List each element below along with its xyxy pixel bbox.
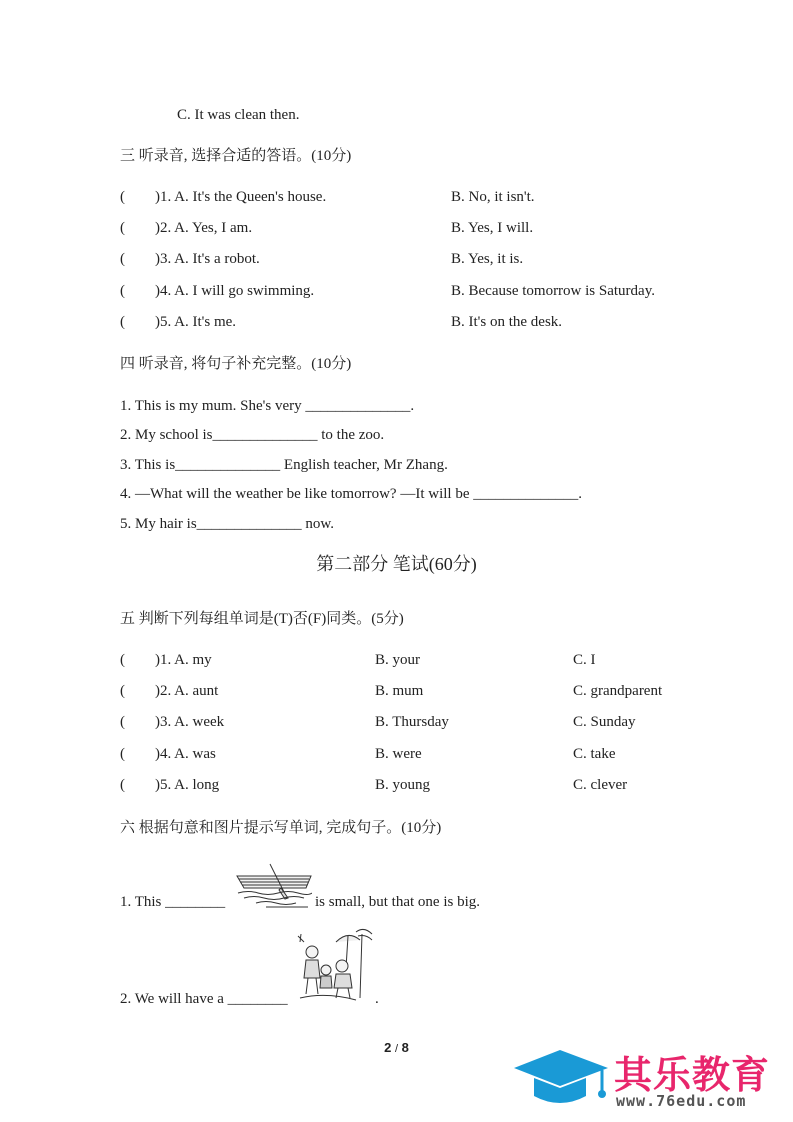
picnic-picture xyxy=(296,928,374,1002)
list-item: ( )4. A. I will go swimming. xyxy=(120,283,315,299)
list-item: 4. —What will the weather be like tomorrow? —It will be ______________. xyxy=(120,486,582,502)
edu-logo xyxy=(510,1040,793,1122)
list-item: ( )4. A. was xyxy=(120,746,216,762)
section5-title: 五 判断下列每组单词是(T)否(F)同类。(5分) xyxy=(120,611,404,627)
section3-title: 三 听录音, 选择合适的答语。(10分) xyxy=(120,148,352,164)
list-item: 5. My hair is______________ now. xyxy=(120,516,335,532)
list-item: ( )1. A. my xyxy=(120,652,212,668)
list-item-option-b: B. were xyxy=(375,746,422,762)
list-item-option-c: C. clever xyxy=(573,777,628,793)
page-total: 8 xyxy=(401,1040,409,1055)
list-item: 3. This is______________ English teacher, Mr Zhang. xyxy=(120,457,448,473)
list-item: ( )2. A. aunt xyxy=(120,683,219,699)
boat-picture xyxy=(236,862,312,910)
question2-after: . xyxy=(375,991,379,1007)
list-item-option-b: B. mum xyxy=(375,683,424,699)
list-item: ( )5. A. It's me. xyxy=(120,314,237,330)
list-item: 1. This is my mum. She's very ______________. xyxy=(120,398,415,414)
list-item-option-c: C. grandparent xyxy=(573,683,663,699)
list-item-option-b: B. Thursday xyxy=(375,714,449,730)
list-item-option-b: B. Yes, it is. xyxy=(451,251,524,267)
logo-url: www.76edu.com xyxy=(616,1092,747,1110)
list-item-option-b: B. It's on the desk. xyxy=(451,314,563,330)
logo-brand: 其乐教育 xyxy=(614,1053,771,1097)
section4-title: 四 听录音, 将句子补充完整。(10分) xyxy=(120,356,352,372)
part2-title: 第二部分 笔试(60分) xyxy=(316,554,477,574)
list-item: ( )5. A. long xyxy=(120,777,220,793)
list-item: ( )2. A. Yes, I am. xyxy=(120,220,253,236)
graduation-cap-icon xyxy=(510,1046,614,1116)
list-item-option-c: C. I xyxy=(573,652,596,668)
list-item-option-b: B. your xyxy=(375,652,420,668)
question1-after: is small, but that one is big. xyxy=(315,894,480,910)
section6-title: 六 根据句意和图片提示写单词, 完成句子。(10分) xyxy=(120,820,442,836)
page-separator: / xyxy=(394,1043,399,1055)
list-item-option-b: B. Because tomorrow is Saturday. xyxy=(451,283,655,299)
prev-option-c: C. It was clean then. xyxy=(177,107,300,123)
list-item-option-c: C. take xyxy=(573,746,616,762)
list-item-option-c: C. Sunday xyxy=(573,714,636,730)
list-item: ( )3. A. It's a robot. xyxy=(120,251,260,267)
list-item: ( )3. A. week xyxy=(120,714,225,730)
question2-before: 2. We will have a ________ xyxy=(120,991,288,1007)
list-item-option-b: B. young xyxy=(375,777,431,793)
list-item-option-b: B. No, it isn't. xyxy=(451,189,535,205)
list-item: 2. My school is______________ to the zoo. xyxy=(120,427,385,443)
list-item-option-b: B. Yes, I will. xyxy=(451,220,534,236)
question1-before: 1. This ________ xyxy=(120,894,226,910)
page-current: 2 xyxy=(384,1040,392,1055)
list-item: ( )1. A. It's the Queen's house. xyxy=(120,189,327,205)
